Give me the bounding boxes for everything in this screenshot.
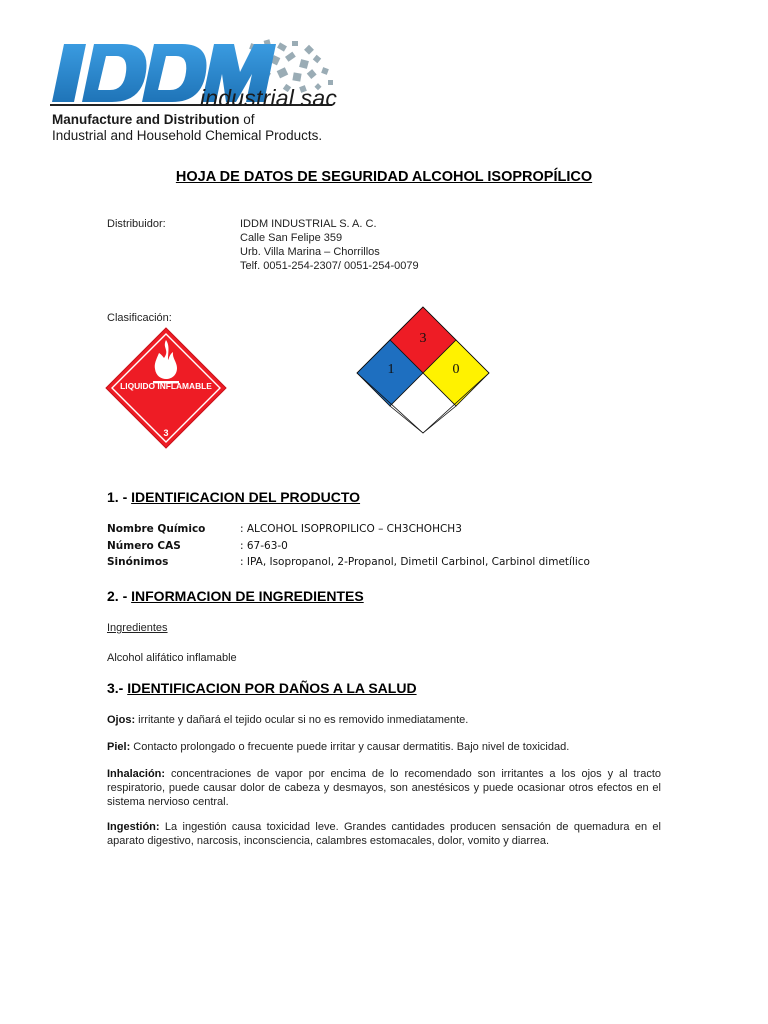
section2-title: INFORMACION DE INGREDIENTES <box>131 588 364 604</box>
product-row-key: Nombre Químico <box>107 523 206 535</box>
document-title: HOJA DE DATOS DE SEGURIDAD ALCOHOL ISOPROPÍLICO <box>175 169 593 185</box>
logo-tagline-bold: Manufacture and Distribution <box>52 112 240 127</box>
health-item-skin <box>107 740 661 754</box>
distributor-label: Distribuidor: <box>107 218 166 230</box>
ingredients-text: Alcohol alifático inflamable <box>107 652 237 664</box>
classification-label: Clasificación: <box>107 312 172 324</box>
flammable-liquid-label: LIQUIDO INFLAMABLE <box>120 381 212 391</box>
nfpa-reactivity-value: 0 <box>452 362 460 377</box>
distributor-details <box>240 217 419 273</box>
health-item-eyes <box>107 713 661 727</box>
section3-heading <box>107 680 417 696</box>
nfpa-health-value: 1 <box>387 362 395 377</box>
hazard-class-number: 3 <box>163 428 169 438</box>
logo-tagline-line2: Industrial and Household Chemical Products. <box>52 128 323 143</box>
logo-tagline <box>52 112 255 127</box>
health-item-key: Ojos: <box>107 714 136 726</box>
product-row-value: : ALCOHOL ISOPROPILICO – CH3CHOHCH3 <box>240 523 462 535</box>
ingredients-subtitle: Ingredientes <box>107 622 168 634</box>
section3-title: IDENTIFICACION POR DAÑOS A LA SALUD <box>127 680 417 696</box>
distributor-phone: Telf. 0051-254-2307/ 0051-254-0079 <box>240 260 419 272</box>
section3-number: 3.- <box>107 680 128 696</box>
distributor-district: Urb. Villa Marina – Chorrillos <box>240 246 380 258</box>
health-item-text: Contacto prolongado o frecuente puede irritar y causar dermatitis. Bajo nivel de toxicidad. <box>130 741 570 753</box>
flammable-liquid-placard <box>104 326 228 450</box>
section2-number: 2. - <box>107 588 132 604</box>
health-item-text: concentraciones de vapor por encima de lo recomendado son irritantes a los ojos y al tracto respiratorio, puede causar dolor de cabeza y desmayos, son anestésicos y puede ocasionar otros efectos en el sistema nervioso central. <box>107 768 661 808</box>
nfpa-704-diamond <box>354 305 492 435</box>
health-item-inhalation <box>107 767 661 809</box>
product-row-value: : IPA, Isopropanol, 2-Propanol, Dimetil Carbinol, Carbinol dimetílico <box>240 556 590 568</box>
health-item-ingestion <box>107 820 661 848</box>
health-item-text: La ingestión causa toxicidad leve. Grandes cantidades producen sensación de quemadura en el aparato digestivo, narcosis, inconsciencia, calambres estomacales, dolor, vomito y diarrea. <box>107 821 661 847</box>
logo-tagline-rest: of <box>239 112 255 127</box>
nfpa-flammability-value: 3 <box>419 331 427 346</box>
company-logo <box>50 38 340 146</box>
health-item-key: Ingestión: <box>107 821 160 833</box>
section2-heading <box>107 588 364 604</box>
section1-title: IDENTIFICACION DEL PRODUCTO <box>131 489 361 505</box>
section1-heading <box>107 489 360 505</box>
health-item-key: Piel: <box>107 741 131 753</box>
logo-industrial-text: industrial sac <box>200 85 338 111</box>
health-item-text: irritante y dañará el tejido ocular si no es removido inmediatamente. <box>135 714 469 726</box>
section1-number: 1. - <box>107 489 132 505</box>
product-row-key: Número CAS <box>107 540 181 552</box>
distributor-street: Calle San Felipe 359 <box>240 232 343 244</box>
product-row-key: Sinónimos <box>107 556 169 568</box>
health-item-key: Inhalación: <box>107 768 166 780</box>
product-row-value: : 67-63-0 <box>240 540 288 552</box>
distributor-name: IDDM INDUSTRIAL S. A. C. <box>240 218 377 230</box>
